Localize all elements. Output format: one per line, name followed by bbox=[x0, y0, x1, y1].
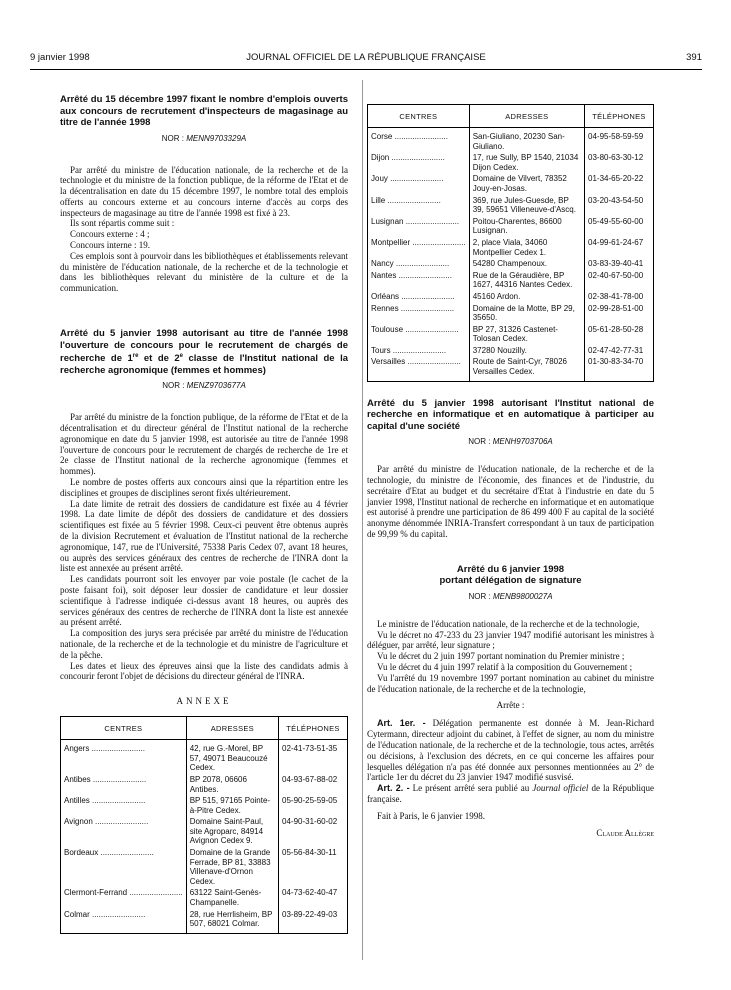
col-header-adresses: ADRESSES bbox=[186, 717, 278, 740]
table-row bbox=[61, 795, 348, 816]
article-label: Art. 1er. - bbox=[377, 718, 426, 729]
telephone-cell: 05-56-84-30-11 bbox=[279, 847, 348, 887]
telephone-cell: 01-34-65-20-22 bbox=[585, 173, 654, 194]
col-header-telephones: TÉLÉPHONES bbox=[279, 717, 348, 740]
table-row bbox=[368, 356, 654, 381]
telephone-cell: 02-47-42-77-31 bbox=[585, 345, 654, 357]
centres-table bbox=[60, 716, 348, 934]
page-header bbox=[30, 52, 702, 66]
article-title: Arrêté du 5 janvier 1998 autorisant au titre de l'année 1998 l'ouverture de concours pour le recrutement de chargés de recherche de 1re et de 2e classe de l'Institut national de la recherche agronomique (femmes et hommes) bbox=[60, 328, 348, 376]
article-body bbox=[60, 165, 348, 295]
telephone-cell: 04-90-31-60-02 bbox=[279, 816, 348, 847]
article-body bbox=[367, 464, 654, 540]
telephone-cell: 04-73-62-40-47 bbox=[279, 887, 348, 908]
nor-code: MENN9703329A bbox=[186, 133, 247, 143]
telephone-cell: 04-95-58-59-59 bbox=[585, 128, 654, 153]
centre-cell: Antilles ........................ bbox=[61, 795, 187, 816]
centre-cell: Bordeaux ........................ bbox=[61, 847, 187, 887]
centre-cell: Montpellier ........................ bbox=[368, 237, 470, 258]
article-title-line-2: portant délégation de signature bbox=[439, 575, 582, 587]
centre-cell: Tours ........................ bbox=[368, 345, 470, 357]
centre-cell: Orléans ........................ bbox=[368, 291, 470, 303]
right-column bbox=[367, 104, 654, 838]
address-cell: 17, rue Sully, BP 1540, 21034 Dijon Cedex. bbox=[469, 152, 584, 173]
left-column bbox=[60, 94, 348, 934]
paragraph: Vu le décret du 4 juin 1997 relatif à la composition du Gouvernement ; bbox=[377, 661, 633, 672]
telephone-cell: 04-99-61-24-67 bbox=[585, 237, 654, 258]
header-rule bbox=[30, 69, 702, 70]
address-cell: Route de Saint-Cyr, 78026 Versailles Cedex. bbox=[469, 356, 584, 381]
telephone-cell: 03-89-22-49-03 bbox=[279, 909, 348, 934]
paragraph: Les dates et lieux des épreuves ainsi que la liste des candidats admis à concourir feront l'objet de décisions du directeur général de l'INRA. bbox=[60, 660, 348, 682]
centre-cell: Versailles ........................ bbox=[368, 356, 470, 381]
address-cell: Domaine Saint-Paul, site Agroparc, 84914 Avignon Cedex 9. bbox=[186, 816, 278, 847]
article-1: Art. 1er. - Délégation permanente est donnée à M. Jean-Richard Cytermann, directeur adjoint du cabinet, à l'effet de signer, au nom du ministre de l'éducation nationale, de la recherche et de la technologie, tous actes, arrêtés ou décisions, à l'exclusion des décrets, en ce qui concerne les affaires pour lesquelles délégation n'a pas été donnée aux personnes mentionnées au 2° de l'article 1er du décret du 23 janvier 1947 modifié susvisé. bbox=[367, 718, 655, 783]
centre-cell: Lille ........................ bbox=[368, 195, 470, 216]
centre-cell: Nancy ........................ bbox=[368, 258, 470, 270]
article-inspecteurs-magasinage bbox=[60, 94, 348, 294]
telephone-cell: 03-83-39-40-41 bbox=[585, 258, 654, 270]
centre-cell: Angers ........................ bbox=[61, 740, 187, 774]
table-row bbox=[368, 303, 654, 324]
paragraph: Le nombre de postes offerts aux concours ainsi que la répartition entre les disciplines et groupes de disciplines seront fixés ultérieurement. bbox=[60, 477, 348, 498]
centre-cell: Toulouse ........................ bbox=[368, 324, 470, 345]
telephone-cell: 02-41-73-51-35 bbox=[279, 740, 348, 774]
telephone-cell: 02-99-28-51-00 bbox=[585, 303, 654, 324]
paragraph: Les candidats pourront soit les envoyer par voie postale (le cachet de la poste faisant foi), soit déposer leur dossier de candidature et leur dossier scientifique à l'adresse indiquée ci-dessus avant 18 heures, ou auprès des services généraux des centres de recherche de l'INRA dont la liste est annexée au présent arrêté. bbox=[60, 574, 348, 628]
address-cell: Rue de la Géraudière, BP 1627, 44316 Nantes Cedex. bbox=[469, 270, 584, 291]
telephone-cell: 05-49-55-60-00 bbox=[585, 216, 654, 237]
centre-cell: Dijon ........................ bbox=[368, 152, 470, 173]
nor-line: NOR : MENN9703329A bbox=[161, 133, 247, 143]
paragraph: Vu le décret no 47-233 du 23 janvier 1947 modifié autorisant les ministres à déléguer, par arrêté, leur signature ; bbox=[367, 629, 654, 651]
header-date: 9 janvier 1998 bbox=[30, 52, 90, 63]
paragraph: Vu l'arrêté du 19 novembre 1997 portant nomination au cabinet du ministre de l'éducation nationale, de la recherche et de la technologie, bbox=[367, 672, 654, 694]
address-cell: 54280 Champenoux. bbox=[469, 258, 584, 270]
centre-cell: Lusignan ........................ bbox=[368, 216, 470, 237]
paragraph: Ces emplois sont à pourvoir dans les bibliothèques et établissements relevant du ministère de l'éducation nationale, de la recherche et de la technologie et dans les bibliothèques relevant du ministère de la culture et de la communication. bbox=[60, 250, 348, 294]
centre-cell: Jouy ........................ bbox=[368, 173, 470, 194]
address-cell: Domaine de la Grande Ferrade, BP 81, 33883 Villenave-d'Ornon Cedex. bbox=[186, 847, 278, 887]
address-cell: Poitou-Charentes, 86600 Lusignan. bbox=[469, 216, 584, 237]
col-header-telephones: TÉLÉPHONES bbox=[585, 105, 654, 128]
address-cell: 369, rue Jules-Guesde, BP 39, 59651 Villeneuve-d'Ascq. bbox=[469, 195, 584, 216]
paragraph: Ils sont répartis comme suit : bbox=[70, 218, 175, 229]
centre-cell: Rennes ........................ bbox=[368, 303, 470, 324]
paragraph: Le ministre de l'éducation nationale, de la recherche et de la technologie, bbox=[377, 618, 640, 629]
telephone-cell: 02-38-41-78-00 bbox=[585, 291, 654, 303]
address-cell: 63122 Saint-Genès-Champanelle. bbox=[186, 887, 278, 908]
done-at: Fait à Paris, le 6 janvier 1998. bbox=[377, 810, 485, 821]
article-title: Arrêté du 15 décembre 1997 fixant le nombre d'emplois ouverts aux concours de recrutement d'inspecteurs de magasinage au titre de l'année 1998 bbox=[60, 94, 348, 128]
paragraph: La composition des jurys sera précisée par arrêté du ministre de l'éducation nationale, de la recherche et de la technologie et du ministre de l'agriculture et de la pêche. bbox=[60, 628, 348, 660]
telephone-cell: 05-61-28-50-28 bbox=[585, 324, 654, 345]
article-title-line-1: Arrêté du 6 janvier 1998 bbox=[456, 563, 565, 575]
centres-table-continued bbox=[367, 104, 654, 382]
centre-cell: Corse ........................ bbox=[368, 128, 470, 153]
page-number: 391 bbox=[686, 52, 702, 63]
table-row bbox=[368, 216, 654, 237]
article-2: Art. 2. - Le présent arrêté sera publié au Journal officiel de la République française. bbox=[367, 783, 655, 804]
table-row bbox=[368, 173, 654, 194]
telephone-cell: 01-30-83-34-70 bbox=[585, 356, 654, 381]
centre-cell: Clermont-Ferrand ........................ bbox=[61, 887, 187, 908]
table-row bbox=[61, 774, 348, 795]
article-delegation-signature bbox=[367, 564, 654, 839]
address-cell: San-Giuliano, 20230 San-Giuliano. bbox=[469, 128, 584, 153]
address-cell: Domaine de la Motte, BP 29, 35650. bbox=[469, 303, 584, 324]
table-row bbox=[368, 270, 654, 291]
telephone-cell: 02-40-67-50-00 bbox=[585, 270, 654, 291]
address-cell: 37280 Nouzilly. bbox=[469, 345, 584, 357]
address-cell: 45160 Ardon. bbox=[469, 291, 584, 303]
table-row bbox=[368, 237, 654, 258]
paragraph: Concours interne : 19. bbox=[70, 240, 150, 251]
telephone-cell: 05-90-25-59-05 bbox=[279, 795, 348, 816]
table-row bbox=[368, 128, 654, 153]
nor-code: MENH9703706A bbox=[492, 437, 553, 447]
paragraph: La date limite de retrait des dossiers de candidature est fixée au 4 février 1998. La date limite de dépôt des dossiers de candidature et des dossiers scientifiques est fixée au 5 février 1998. Ceux-ci peuvent être obtenus auprès de la division Recrutement et évaluation de l'Institut national de la recherche agronomique, 147, rue de l'Université, 75338 Paris Cedex 07, avant 18 heures, ou auprès des services généraux des centres de recherche de l'INRA dont la liste est annexée au présent arrêté. bbox=[60, 498, 348, 574]
centre-cell: Antibes ........................ bbox=[61, 774, 187, 795]
article-title: Arrêté du 5 janvier 1998 autorisant l'Institut national de recherche en informatique et en automatique à participer au capital d'une société bbox=[367, 397, 654, 432]
table-row bbox=[368, 324, 654, 345]
article-label: Art. 2. - bbox=[377, 783, 410, 794]
table-row bbox=[368, 291, 654, 303]
nor-line: NOR : MENZ9703677A bbox=[162, 381, 246, 391]
header-title: JOURNAL OFFICIEL DE LA RÉPUBLIQUE FRANÇAISE bbox=[246, 52, 486, 63]
address-cell: BP 2078, 06606 Antibes. bbox=[186, 774, 278, 795]
signature: Claude Allègre bbox=[596, 828, 654, 839]
col-header-centres: CENTRES bbox=[368, 105, 470, 128]
paragraph: Vu le décret du 2 juin 1997 portant nomination du Premier ministre ; bbox=[377, 651, 625, 662]
table-row bbox=[61, 909, 348, 934]
article-inra-concours bbox=[60, 328, 348, 934]
nor-code: MENB9800027A bbox=[492, 591, 553, 601]
nor-code: MENZ9703677A bbox=[186, 381, 246, 391]
centre-cell: Avignon ........................ bbox=[61, 816, 187, 847]
arrete-heading: Arrête : bbox=[496, 700, 525, 711]
centre-cell: Nantes ........................ bbox=[368, 270, 470, 291]
annexe-heading: ANNEXE bbox=[176, 696, 232, 707]
nor-line: NOR : MENB9800027A bbox=[468, 591, 553, 601]
article-body bbox=[60, 412, 348, 682]
table-row bbox=[368, 152, 654, 173]
paragraph: Concours externe : 4 ; bbox=[70, 229, 150, 240]
telephone-cell: 04-93-67-88-02 bbox=[279, 774, 348, 795]
paragraph: Par arrêté du ministre de l'éducation nationale, de la recherche et de la technologie, du ministre de l'économie, des finances et de l'industrie, du secrétaire d'Etat au budget et du secrétaire d'Etat à l'industrie en date du 5 janvier 1998, l'Institut national de recherche en informatique et en automatique est autorisé à prendre une participation de 86 499 400 F au capital de la société anonyme dénommée INRIA-Transfert correspondant à un taux de participation de 99,99 % du capital. bbox=[367, 464, 654, 539]
table-row bbox=[368, 195, 654, 216]
telephone-cell: 03-80-63-30-12 bbox=[585, 152, 654, 173]
telephone-cell: 03-20-43-54-50 bbox=[585, 195, 654, 216]
address-cell: 2, place Viala, 34060 Montpellier Cedex 1. bbox=[469, 237, 584, 258]
address-cell: BP 27, 31326 Castenet-Tolosan Cedex. bbox=[469, 324, 584, 345]
paragraph: Par arrêté du ministre de la fonction publique, de la réforme de l'Etat et de la décentralisation et du directeur général de l'Institut national de la recherche agronomique en date du 5 janvier 1998, est autorisée au titre de l'année 1998 l'ouverture de concours pour le recrutement de chargés de recherche de 1re et 2e classe de l'Institut national de la recherche agronomique (femmes et hommes). bbox=[60, 412, 348, 477]
table-row bbox=[61, 887, 348, 908]
paragraph: Par arrêté du ministre de l'éducation nationale, de la recherche et de la technologie et du ministre de la fonction publique, de la réforme de l'Etat et de la décentralisation en date du 15 décembre 1997, le nombre total des emplois offerts au concours externe et au concours interne d'accès au corps des inspecteurs de magasinage au titre de l'année 1998 est fixé à 23. bbox=[60, 164, 348, 218]
centre-cell: Colmar ........................ bbox=[61, 909, 187, 934]
article-body bbox=[367, 619, 654, 839]
table-header-row bbox=[368, 105, 654, 128]
address-cell: Domaine de Vilvert, 78352 Jouy-en-Josas. bbox=[469, 173, 584, 194]
table-row bbox=[61, 740, 348, 774]
address-cell: BP 515, 97165 Pointe-à-Pitre Cedex. bbox=[186, 795, 278, 816]
address-cell: 28, rue Herrlisheim, BP 507, 68021 Colmar. bbox=[186, 909, 278, 934]
col-header-adresses: ADRESSES bbox=[469, 105, 584, 128]
column-separator bbox=[362, 80, 363, 960]
table-row bbox=[368, 345, 654, 357]
article-inria-capital bbox=[367, 398, 654, 540]
table-row bbox=[61, 816, 348, 847]
address-cell: 42, rue G.-Morel, BP 57, 49071 Beaucouzé Cedex. bbox=[186, 740, 278, 774]
table-row bbox=[61, 847, 348, 887]
table-row bbox=[368, 258, 654, 270]
col-header-centres: CENTRES bbox=[61, 717, 187, 740]
table-header-row bbox=[61, 717, 348, 740]
nor-line: NOR : MENH9703706A bbox=[468, 437, 553, 447]
